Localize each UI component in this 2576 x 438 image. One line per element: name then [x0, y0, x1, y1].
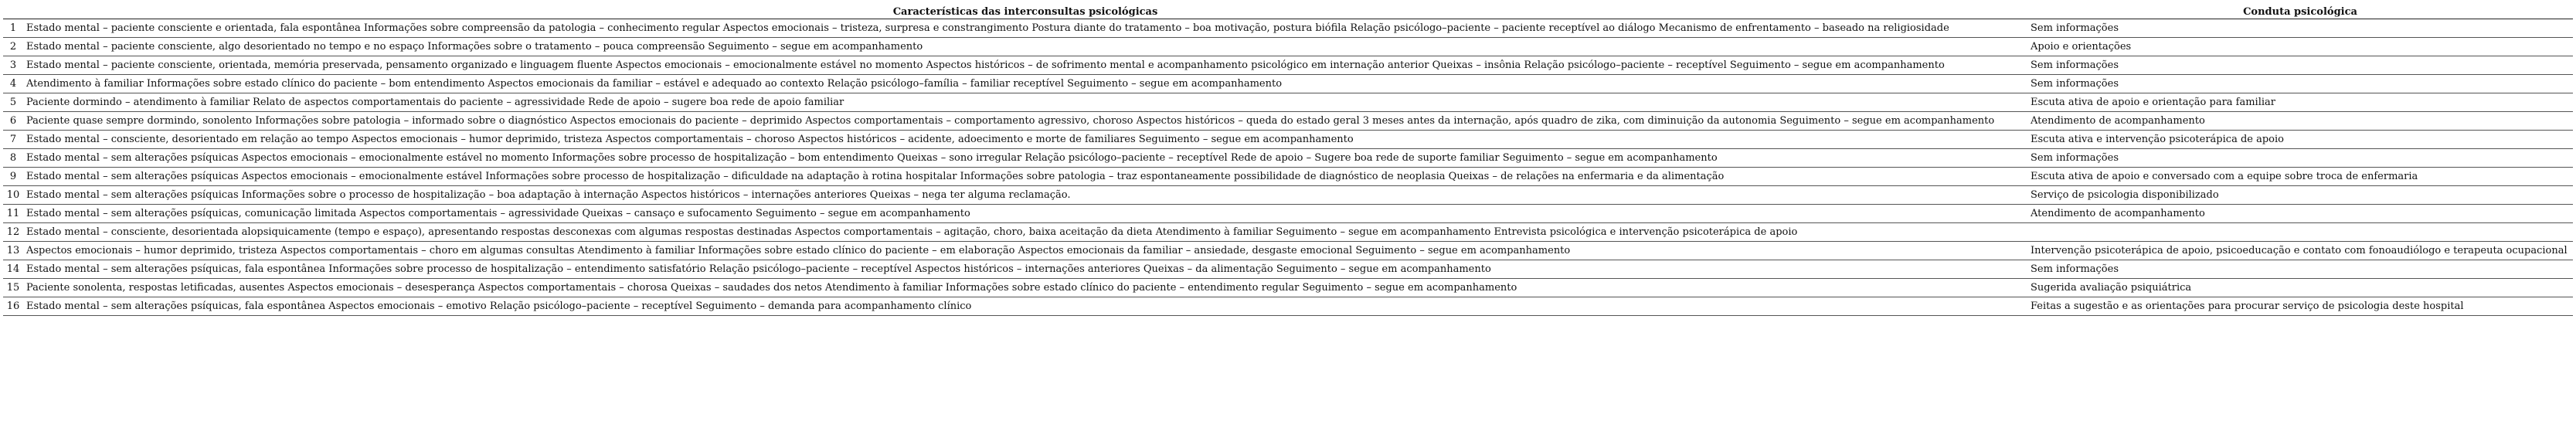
- row-number: 13: [6, 244, 20, 256]
- table-row: [3, 260, 2573, 279]
- row-conduct: Sem informações: [2031, 263, 2119, 275]
- row-conduct: Atendimento de acompanhamento: [2031, 114, 2205, 127]
- header-conduct: Conduta psicológica: [2243, 6, 2357, 18]
- row-characteristics: Estado mental – paciente consciente, orientada, memória preservada, pensamento organizado e linguagem fluente Aspectos emocionais – emocionalmente estável no momento Aspectos históricos – de sofrimento mental e acompanhamento psicológico em internação anterior Queixas – insônia Relação psicólogo–paciente – receptível Seguimento – segue em acompanhamento: [26, 59, 1945, 71]
- row-number: 3: [9, 59, 17, 71]
- row-characteristics: Estado mental – consciente, desorientado em relação ao tempo Aspectos emocionais – humor deprimido, tristeza Aspectos comportamentais – choroso Aspectos históricos – acidente, adoecimento e morte de familiares Seguimento – segue em acompanhamento: [26, 133, 1354, 145]
- row-number: 12: [6, 226, 20, 238]
- row-number: 9: [9, 170, 17, 182]
- row-conduct: Sem informações: [2031, 77, 2119, 90]
- row-conduct: Escuta ativa e intervenção psicoterápica de apoio: [2031, 133, 2284, 145]
- row-characteristics: Estado mental – paciente consciente e orientada, fala espontânea Informações sobre compreensão da patologia – conhecimento regular Aspectos emocionais – tristeza, surpresa e constrangimento Postura diante do tratamento – boa motivação, postura biófila Relação psicólogo–paciente – paciente receptível ao diálogo Mecanismo de enfrentamento – baseado na religiosidade: [26, 22, 1949, 34]
- row-number: 15: [6, 281, 20, 294]
- row-number: 1: [9, 22, 17, 34]
- row-conduct: Intervenção psicoterápica de apoio, psicoeducação e contato com fonoaudiólogo e terapeuta ocupacional: [2031, 244, 2568, 256]
- table-row: [3, 112, 2573, 131]
- row-characteristics: Paciente dormindo – atendimento à familiar Relato de aspectos comportamentais do paciente – agressividade Rede de apoio – sugere boa rede de apoio familiar: [26, 96, 845, 108]
- table-row: [3, 56, 2573, 75]
- header-characteristics: Características das interconsultas psicológicas: [892, 6, 1158, 18]
- row-conduct: [2027, 223, 2573, 242]
- table-row: [3, 297, 2573, 316]
- row-characteristics: Estado mental – consciente, desorientada alopsiquicamente (tempo e espaço), apresentando respostas desconexas com algumas respostas destinadas Aspectos comportamentais – agitação, choro, baixa aceitação da dieta Atendimento à familiar Seguimento – segue em acompanhamento Entrevista psicológica e intervenção psicoterápica de apoio: [26, 226, 1798, 238]
- table-row: [3, 279, 2573, 297]
- table-row: [3, 75, 2573, 93]
- table-row: [3, 186, 2573, 205]
- row-number: 6: [9, 114, 17, 127]
- row-conduct: Sugerida avaliação psiquiátrica: [2031, 281, 2192, 294]
- row-characteristics: Paciente quase sempre dormindo, sonolento Informações sobre patologia – informado sobre o diagnóstico Aspectos emocionais do paciente – deprimido Aspectos comportamentais – comportamento agressivo, choroso Aspectos históricos – queda do estado geral 3 meses antes da internação, após quadro de zika, com diminuição da autonomia Seguimento – segue em acompanhamento: [26, 114, 1995, 127]
- row-number: 14: [6, 263, 20, 275]
- row-number: 2: [9, 40, 17, 53]
- table-body: [3, 19, 2573, 316]
- table-row: [3, 93, 2573, 112]
- header-number: [3, 5, 23, 19]
- row-characteristics: Estado mental – sem alterações psíquicas Aspectos emocionais – emocionalmente estável no momento Informações sobre processo de hospitalização – bom entendimento Queixas – sono irregular Relação psicólogo–paciente – receptível Rede de apoio – Sugere boa rede de suporte familiar Seguimento – segue em acompanhamento: [26, 151, 1718, 164]
- row-number: 5: [9, 96, 17, 108]
- table-row: [3, 149, 2573, 168]
- row-conduct: Escuta ativa de apoio e orientação para familiar: [2031, 96, 2275, 108]
- row-conduct: Sem informações: [2031, 59, 2119, 71]
- row-conduct: Sem informações: [2031, 151, 2119, 164]
- row-number: 4: [9, 77, 17, 90]
- row-characteristics: Estado mental – sem alterações psíquicas, comunicação limitada Aspectos comportamentais – agressividade Queixas – cansaço e sufocamento Seguimento – segue em acompanhamento: [26, 207, 970, 219]
- table-row: [3, 168, 2573, 186]
- row-conduct: Sem informações: [2031, 22, 2119, 34]
- row-characteristics: Estado mental – paciente consciente, algo desorientado no tempo e no espaço Informações sobre o tratamento – pouca compreensão Seguimento – segue em acompanhamento: [26, 40, 923, 53]
- row-characteristics: Paciente sonolenta, respostas letificadas, ausentes Aspectos emocionais – desesperança Aspectos comportamentais – chorosa Queixas – saudades dos netos Atendimento à familiar Informações sobre estado clínico do paciente – entendimento regular Seguimento – segue em acompanhamento: [26, 281, 1517, 294]
- row-characteristics: Estado mental – sem alterações psíquicas Informações sobre o processo de hospitalização – boa adaptação à internação Aspectos históricos – internações anteriores Queixas – nega ter alguma reclamação.: [26, 188, 1071, 201]
- row-conduct: Serviço de psicologia disponibilizado: [2031, 188, 2219, 201]
- row-conduct: Apoio e orientações: [2031, 40, 2132, 53]
- table-row: [3, 242, 2573, 260]
- interconsultation-table: [3, 5, 2573, 316]
- row-characteristics: Estado mental – sem alterações psíquicas, fala espontânea Aspectos emocionais – emotivo Relação psicólogo–paciente – receptível Seguimento – demanda para acompanhamento clínico: [26, 300, 972, 312]
- row-number: 10: [6, 188, 20, 201]
- table-header-row: [3, 5, 2573, 19]
- row-conduct: Feitas a sugestão e as orientações para procurar serviço de psicologia deste hospital: [2031, 300, 2464, 312]
- table-row: [3, 223, 2573, 242]
- row-characteristics: Atendimento à familiar Informações sobre estado clínico do paciente – bom entendimento Aspectos emocionais da familiar – estável e adequado ao contexto Relação psicólogo–família – familiar receptível Seguimento – segue em acompanhamento: [26, 77, 1283, 90]
- row-number: 11: [6, 207, 20, 219]
- table-row: [3, 19, 2573, 38]
- table-row: [3, 38, 2573, 56]
- row-characteristics: Aspectos emocionais – humor deprimido, tristeza Aspectos comportamentais – choro em algumas consultas Atendimento à familiar Informações sobre estado clínico do paciente – em elaboração Aspectos emocionais da familiar – ansiedade, desgaste emocional Seguimento – segue em acompanhamento: [26, 244, 1571, 256]
- table-row: [3, 205, 2573, 223]
- row-number: 8: [9, 151, 17, 164]
- row-number: 16: [6, 300, 20, 312]
- row-conduct: Atendimento de acompanhamento: [2031, 207, 2205, 219]
- table-row: [3, 131, 2573, 149]
- row-number: 7: [9, 133, 17, 145]
- row-characteristics: Estado mental – sem alterações psíquicas Aspectos emocionais – emocionalmente estável Informações sobre processo de hospitalização – dificuldade na adaptação à rotina hospitalar Informações sobre patologia – traz espontaneamente possibilidade de diagnóstico de neoplasia Queixas – de relações na enfermaria e da alimentação: [26, 170, 1725, 182]
- row-characteristics: Estado mental – sem alterações psíquicas, fala espontânea Informações sobre processo de hospitalização – entendimento satisfatório Relação psicólogo–paciente – receptível Aspectos históricos – internações anteriores Queixas – da alimentação Seguimento – segue em acompanhamento: [26, 263, 1491, 275]
- row-conduct: Escuta ativa de apoio e conversado com a equipe sobre troca de enfermaria: [2031, 170, 2418, 182]
